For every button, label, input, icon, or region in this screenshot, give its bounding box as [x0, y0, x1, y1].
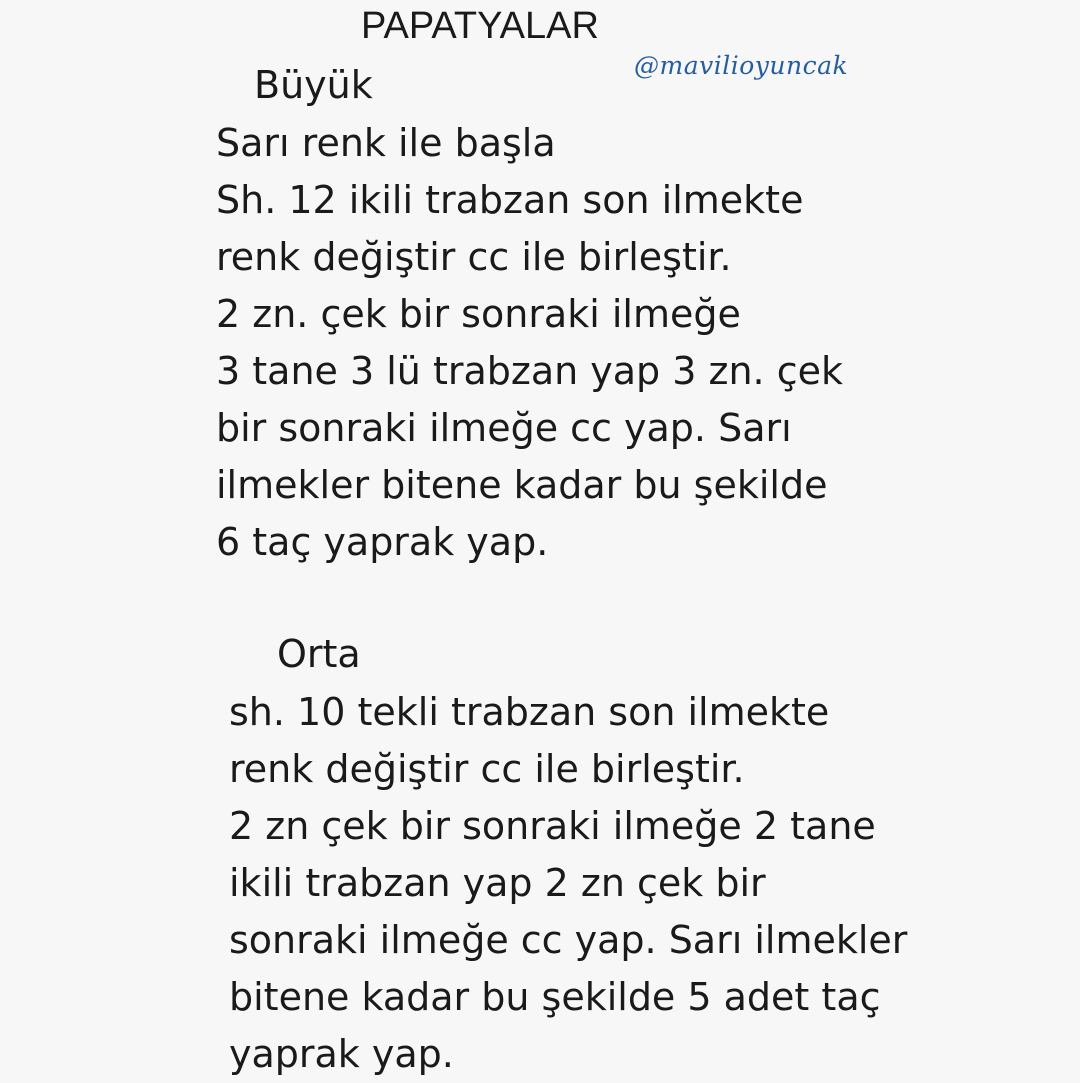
instruction-line: 2 zn. çek bir sonraki ilmeğe	[216, 292, 741, 336]
instruction-line: 2 zn çek bir sonraki ilmeğe 2 tane	[229, 804, 876, 848]
instruction-line: sonraki ilmeğe cc yap. Sarı ilmekler	[229, 918, 908, 962]
section-heading-buyuk: Büyük	[254, 63, 373, 107]
instruction-line: 3 tane 3 lü trabzan yap 3 zn. çek	[216, 349, 843, 393]
instruction-line: bir sonraki ilmeğe cc yap. Sarı	[216, 406, 792, 450]
instruction-line: yaprak yap.	[229, 1032, 454, 1076]
instruction-line: 6 taç yaprak yap.	[216, 520, 549, 564]
instruction-line: renk değiştir cc ile birleştir.	[229, 747, 745, 791]
instruction-line: ilmekler bitene kadar bu şekilde	[216, 463, 828, 507]
section-heading-orta: Orta	[277, 632, 361, 676]
instruction-line: bitene kadar bu şekilde 5 adet taç	[229, 975, 881, 1019]
section-text-buyuk	[216, 115, 843, 571]
instruction-line: Sarı renk ile başla	[216, 121, 556, 165]
instruction-line: Sh. 12 ikili trabzan son ilmekte	[216, 178, 804, 222]
page-title: PAPATYALAR	[361, 5, 599, 47]
section-text-orta	[229, 684, 907, 1083]
watermark-handle: @mavilioyuncak	[634, 51, 849, 80]
instruction-line: ikili trabzan yap 2 zn çek bir	[229, 861, 766, 905]
instruction-line: sh. 10 tekli trabzan son ilmekte	[229, 690, 830, 734]
instruction-line: renk değiştir cc ile birleştir.	[216, 235, 732, 279]
